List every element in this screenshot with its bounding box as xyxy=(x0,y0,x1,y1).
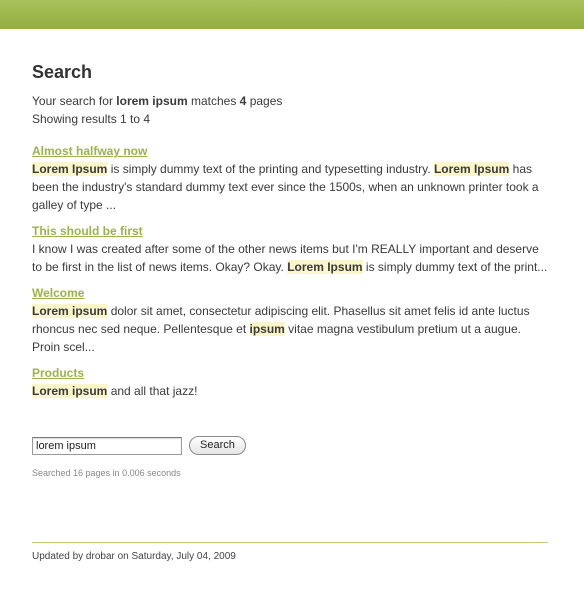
result-title-link[interactable]: Almost halfway now xyxy=(32,144,148,158)
result-item xyxy=(32,284,548,356)
snippet-text: I know I was created after some of the other news items but I'm REALLY important and deserve to be first in the list of news items. Okay? Okay. xyxy=(32,242,539,274)
summary-line-matches xyxy=(32,92,548,110)
highlighted-term: Lorem Ipsum xyxy=(32,162,108,176)
result-title-link[interactable]: This should be first xyxy=(32,224,143,238)
page-title: Search xyxy=(32,62,93,82)
summary-count: 4 xyxy=(239,94,247,108)
summary-suffix: pages xyxy=(246,94,283,108)
snippet-text: and all that jazz! xyxy=(107,384,198,398)
search-summary xyxy=(32,92,548,128)
result-item xyxy=(32,222,548,276)
highlighted-term: Lorem Ipsum xyxy=(287,260,363,274)
snippet-text: dolor sit amet, consectetur adipiscing elit. Phasellus sit amet felis id ante luctus rhoncus nec sed neque. Pellentesque et xyxy=(32,304,530,336)
search-timing-text: Searched 16 pages in 0.006 seconds xyxy=(32,468,181,478)
footer-updated-text: Updated by drobar on Saturday, July 04, 2009 xyxy=(32,551,236,562)
summary-query: lorem ipsum xyxy=(116,94,188,108)
result-title-link[interactable]: Welcome xyxy=(32,286,85,300)
result-snippet xyxy=(32,382,548,400)
snippet-text: vitae magna vestibulum pretium ut a augue. Proin scel... xyxy=(32,322,521,354)
top-banner xyxy=(0,0,584,29)
snippet-text: is simply dummy text of the print... xyxy=(362,260,548,274)
highlighted-term: Lorem Ipsum xyxy=(433,162,510,176)
highlighted-term: Lorem ipsum xyxy=(32,384,108,398)
main-content xyxy=(32,62,548,408)
highlighted-term: ipsum xyxy=(249,322,285,336)
footer-divider xyxy=(32,542,548,543)
search-input[interactable] xyxy=(32,437,182,455)
snippet-text: has been the industry's standard dummy text ever since the 1500s, when an unknown printer took a galley of type ... xyxy=(32,162,539,212)
highlighted-term: Lorem ipsum xyxy=(32,304,108,318)
result-item xyxy=(32,142,548,214)
result-title-link[interactable]: Products xyxy=(32,366,85,380)
result-snippet xyxy=(32,160,548,214)
summary-prefix: Your search for xyxy=(32,94,117,108)
snippet-text: is simply dummy text of the printing and typesetting industry. xyxy=(107,162,434,176)
summary-line-range: Showing results 1 to 4 xyxy=(32,112,151,126)
search-results-list xyxy=(32,142,548,400)
result-snippet xyxy=(32,302,548,356)
result-item xyxy=(32,364,548,400)
result-snippet xyxy=(32,240,548,276)
summary-middle: matches xyxy=(187,94,240,108)
search-form xyxy=(32,436,246,455)
search-button[interactable]: Search xyxy=(189,436,246,455)
